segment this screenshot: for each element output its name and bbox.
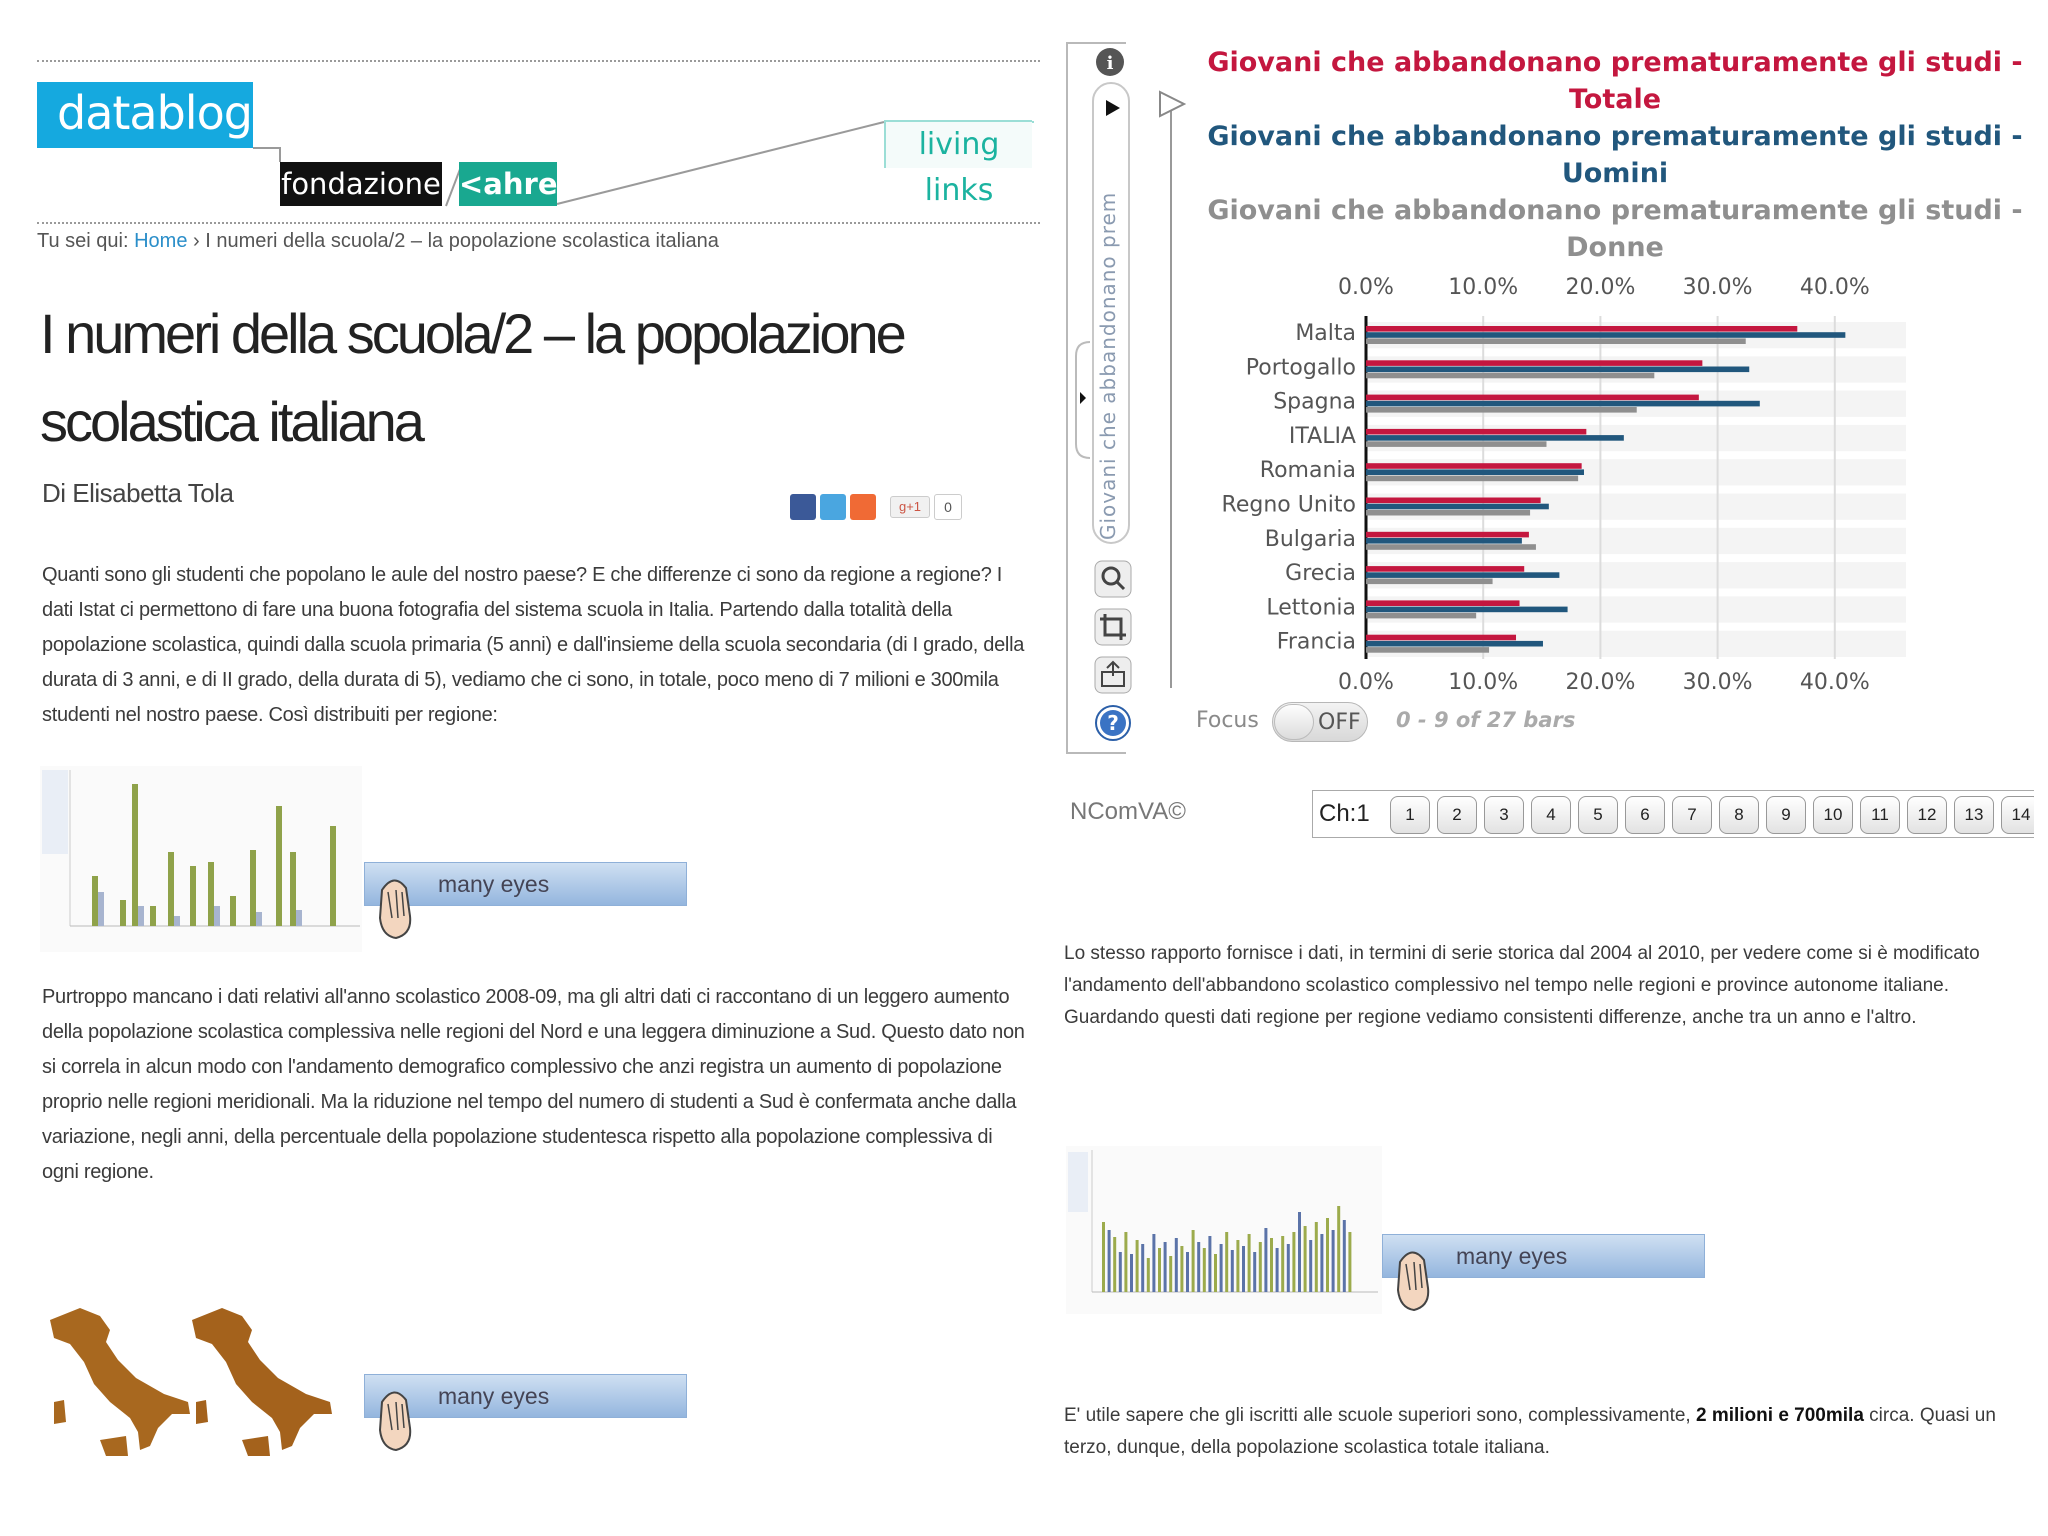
bars-range: 0 - 9 of 27 bars bbox=[1396, 708, 1576, 732]
x-tick-label-top: 20.0% bbox=[1565, 275, 1636, 300]
thumbnail-bar bbox=[1326, 1218, 1329, 1292]
channel-button-2[interactable]: 2 bbox=[1437, 796, 1477, 834]
facebook-icon[interactable] bbox=[790, 494, 816, 520]
focus-state: OFF bbox=[1318, 710, 1361, 735]
thumbnail-bar bbox=[1136, 1240, 1139, 1292]
hand-pointer-icon bbox=[1392, 1244, 1436, 1316]
bar-totale[interactable] bbox=[1366, 360, 1702, 366]
bar-uomini[interactable] bbox=[1366, 401, 1760, 407]
thumbnail-bar bbox=[1164, 1242, 1167, 1292]
thumbnail-bar bbox=[1130, 1254, 1133, 1292]
divider bbox=[37, 222, 1040, 224]
thumbnail-bar bbox=[1281, 1236, 1284, 1292]
bar-uomini[interactable] bbox=[1366, 572, 1559, 578]
bar-uomini[interactable] bbox=[1366, 641, 1543, 647]
category-label: Malta bbox=[1295, 321, 1356, 346]
category-label: Bulgaria bbox=[1264, 526, 1356, 552]
thumbnail-bar bbox=[1119, 1252, 1122, 1292]
bar-totale[interactable] bbox=[1366, 566, 1524, 572]
x-tick-label-top: 40.0% bbox=[1799, 275, 1870, 300]
thumbnail-bar bbox=[1320, 1234, 1323, 1292]
bar-totale[interactable] bbox=[1366, 326, 1797, 332]
thumbnail-bar bbox=[1236, 1240, 1239, 1292]
info-icon[interactable] bbox=[1094, 46, 1126, 78]
thumbnail-bar bbox=[1147, 1258, 1150, 1292]
channel-button-6[interactable]: 6 bbox=[1625, 796, 1665, 834]
bar-totale[interactable] bbox=[1366, 429, 1586, 435]
channel-button-9[interactable]: 9 bbox=[1766, 796, 1806, 834]
italy-map-thumbnail[interactable] bbox=[40, 1290, 362, 1476]
article-paragraph: Quanti sono gli studenti che popolano le aule del nostro paese? E che differenze ci sono da regione a regione? I dati Istat ci permettono di fare una buona fotografia del sistema scuola in Italia. Partendo dalla totalità della popolazione scolastica, quindi dalla scuola primaria (5 anni) e dall'insieme della scuola secondaria (di I grado, della durata di 3 anni, e di II grado, della durata di 5), vediamo che ci sono, in totale, poco meno di 7 milioni e 300mila studenti nel nostro paese. Così distribuiti per regione: bbox=[42, 564, 1025, 726]
bar-donne[interactable] bbox=[1366, 476, 1578, 482]
bar-totale[interactable] bbox=[1366, 498, 1541, 504]
channel-button-10[interactable]: 10 bbox=[1813, 796, 1853, 834]
ncomva-credit: NComVA© bbox=[1070, 798, 1186, 825]
category-label: Lettonia bbox=[1266, 595, 1356, 621]
thumbnail-bar bbox=[1220, 1244, 1223, 1292]
bar-donne[interactable] bbox=[1366, 647, 1489, 653]
category-label: Francia bbox=[1276, 629, 1356, 655]
thumbnail-bar bbox=[1214, 1254, 1217, 1292]
many-eyes-button[interactable]: many eyes bbox=[364, 1374, 687, 1418]
focus-toggle-knob[interactable] bbox=[1274, 704, 1314, 740]
bar-uomini[interactable] bbox=[1366, 332, 1845, 338]
channel-button-5[interactable]: 5 bbox=[1578, 796, 1618, 834]
paragraph-bold: 2 milioni e 700mila bbox=[1695, 1405, 1864, 1426]
thumbnail-bar bbox=[1248, 1234, 1251, 1292]
timeseries-chart-thumbnail[interactable] bbox=[1066, 1146, 1382, 1314]
x-tick-label-bottom: 30.0% bbox=[1682, 670, 1753, 695]
bar-uomini[interactable] bbox=[1366, 469, 1584, 475]
breadcrumb-current: I numeri della scuola/2 – la popolazione scolastica italiana bbox=[205, 230, 719, 252]
bar-chart[interactable] bbox=[1190, 268, 2030, 708]
author: Di Elisabetta Tola bbox=[42, 478, 234, 508]
hand-pointer-icon bbox=[374, 872, 418, 944]
bar-uomini[interactable] bbox=[1366, 538, 1522, 544]
chart-title-donne: Giovani che abbandonano prematuramente gli studi - Donne bbox=[1207, 195, 2023, 263]
range-slider-track[interactable] bbox=[1170, 104, 1172, 688]
thumbnail-bar bbox=[1175, 1238, 1178, 1292]
thumbnail-bar bbox=[1203, 1248, 1206, 1292]
breadcrumb-home-link[interactable]: Home bbox=[134, 230, 188, 252]
chart-title-total: Giovani che abbandonano prematuramente gli studi - Totale bbox=[1207, 47, 2023, 115]
share-count: 0 bbox=[934, 494, 962, 520]
many-eyes-button[interactable]: many eyes bbox=[1382, 1234, 1705, 1278]
article-paragraph bbox=[1064, 1400, 2024, 1464]
bar-uomini[interactable] bbox=[1366, 367, 1749, 373]
help-icon[interactable] bbox=[1094, 704, 1132, 742]
addthis-icon[interactable] bbox=[850, 494, 876, 520]
thumbnail-bar bbox=[1298, 1212, 1301, 1292]
channel-buttons bbox=[1386, 790, 2034, 838]
thumbnail-bar bbox=[1242, 1246, 1245, 1292]
living-links-logo[interactable]: living links bbox=[884, 120, 1032, 168]
thumbnail-bar bbox=[1225, 1232, 1228, 1292]
thumbnail-bar bbox=[1337, 1206, 1340, 1292]
bar-donne[interactable] bbox=[1366, 373, 1654, 379]
bar-totale[interactable] bbox=[1366, 600, 1520, 606]
thumbnail-bar bbox=[1113, 1237, 1116, 1292]
channel-button-7[interactable]: 7 bbox=[1672, 796, 1712, 834]
channel-button-12[interactable]: 12 bbox=[1907, 796, 1947, 834]
channel-button-11[interactable]: 11 bbox=[1860, 796, 1900, 834]
range-slider-handle[interactable] bbox=[1156, 90, 1186, 120]
thumbnail-bar bbox=[1180, 1246, 1183, 1292]
x-tick-label-top: 0.0% bbox=[1338, 275, 1394, 300]
x-tick-label-top: 30.0% bbox=[1682, 275, 1753, 300]
thumbnail-bar bbox=[1124, 1232, 1127, 1292]
thumbnail-bar bbox=[1192, 1230, 1195, 1292]
svg-text:?: ? bbox=[1107, 711, 1119, 735]
bar-donne[interactable] bbox=[1366, 613, 1476, 619]
category-label: Grecia bbox=[1285, 561, 1356, 587]
twitter-icon[interactable] bbox=[820, 494, 846, 520]
thumbnail-bar bbox=[1343, 1220, 1346, 1292]
ahref-logo[interactable]: <ahref bbox=[459, 162, 557, 206]
thumbnail-bar bbox=[1169, 1256, 1172, 1292]
x-tick-label-bottom: 0.0% bbox=[1338, 670, 1394, 695]
bar-donne[interactable] bbox=[1366, 579, 1493, 585]
collapse-handle[interactable] bbox=[1072, 340, 1092, 460]
zoom-icon[interactable] bbox=[1094, 560, 1132, 598]
x-tick-label-bottom: 20.0% bbox=[1565, 670, 1636, 695]
thumbnail-bar bbox=[1253, 1252, 1256, 1292]
crop-icon[interactable] bbox=[1094, 608, 1132, 646]
thumbnail-bar bbox=[1309, 1240, 1312, 1292]
x-tick-label-bottom: 40.0% bbox=[1799, 670, 1870, 695]
channel-button-14[interactable]: 14 bbox=[2001, 796, 2034, 834]
thumbnail-bar bbox=[1141, 1244, 1144, 1292]
channel-button-3[interactable]: 3 bbox=[1484, 796, 1524, 834]
thumbnail-bar bbox=[1315, 1222, 1318, 1292]
bar-totale[interactable] bbox=[1366, 395, 1699, 401]
datablog-logo[interactable]: datablog bbox=[37, 82, 253, 148]
bar-donne[interactable] bbox=[1366, 441, 1546, 447]
thumbnail-bar bbox=[1348, 1232, 1351, 1292]
bar-totale[interactable] bbox=[1366, 635, 1516, 641]
category-label: Spagna bbox=[1273, 389, 1356, 415]
page-title: I numeri della scuola/2 – la popolazione scolastica italiana bbox=[40, 302, 904, 453]
paragraph-text: E' utile sapere che gli iscritti alle scuole superiori sono, complessivamente, bbox=[1064, 1405, 1696, 1426]
x-tick-label-top: 10.0% bbox=[1448, 275, 1519, 300]
bar-donne[interactable] bbox=[1366, 510, 1530, 516]
breadcrumb-prefix: Tu sei qui: bbox=[37, 230, 129, 252]
focus-label: Focus bbox=[1196, 708, 1259, 733]
thumbnail-bar bbox=[1332, 1230, 1335, 1292]
thumbnail-bar bbox=[1259, 1242, 1262, 1292]
bar-uomini[interactable] bbox=[1366, 607, 1568, 613]
thumbnail-bar bbox=[1231, 1250, 1234, 1292]
hand-pointer-icon bbox=[374, 1384, 418, 1456]
bar-totale[interactable] bbox=[1366, 463, 1582, 469]
channel-button-13[interactable]: 13 bbox=[1954, 796, 1994, 834]
google-plus-button[interactable]: g+1 bbox=[890, 496, 930, 518]
thumbnail-bar bbox=[1208, 1236, 1211, 1292]
fondazione-logo[interactable]: fondazione bbox=[280, 162, 442, 206]
chart-title-uomini: Giovani che abbandonano prematuramente gli studi - Uomini bbox=[1207, 121, 2023, 189]
bar-uomini[interactable] bbox=[1366, 504, 1549, 510]
thumbnail-bar bbox=[1270, 1238, 1273, 1292]
share-buttons bbox=[790, 494, 962, 520]
thumbnail-bar bbox=[1186, 1252, 1189, 1292]
channel-button-8[interactable]: 8 bbox=[1719, 796, 1759, 834]
thumbnail-bar bbox=[1276, 1248, 1279, 1292]
x-tick-label-bottom: 10.0% bbox=[1448, 670, 1519, 695]
thumbnail-bar bbox=[1152, 1234, 1155, 1292]
bar-donne[interactable] bbox=[1366, 338, 1746, 344]
category-label: Regno Unito bbox=[1221, 492, 1356, 518]
thumbnail-bar bbox=[1287, 1244, 1290, 1292]
category-label: Romania bbox=[1259, 458, 1356, 484]
export-icon[interactable] bbox=[1094, 656, 1132, 694]
bar-donne[interactable] bbox=[1366, 407, 1637, 413]
series-selector-label: Giovani che abbandonano prem bbox=[1096, 191, 1120, 540]
bar-donne[interactable] bbox=[1366, 544, 1536, 550]
bar-uomini[interactable] bbox=[1366, 435, 1624, 441]
thumbnail-bar bbox=[1108, 1230, 1111, 1292]
thumbnail-bar bbox=[1292, 1232, 1295, 1292]
thumbnail-bar bbox=[1304, 1226, 1307, 1292]
svg-text:i: i bbox=[1106, 53, 1114, 74]
category-label: ITALIA bbox=[1288, 423, 1356, 449]
breadcrumb bbox=[37, 230, 719, 253]
thumbnail-bar bbox=[1197, 1242, 1200, 1292]
thumbnail-bar bbox=[1102, 1222, 1105, 1292]
channel-label: Ch:1 bbox=[1312, 790, 1386, 838]
category-label: Portogallo bbox=[1245, 355, 1356, 381]
chart-thumbnail[interactable] bbox=[40, 766, 362, 952]
article-paragraph: Lo stesso rapporto fornisce i dati, in termini di serie storica dal 2004 al 2010, per vedere come si è modificato l'andamento dell'abbandono scolastico complessivo nel tempo nelle regioni e province autonome italiane. Guardando questi dati regione per regione vediamo consistenti differenze, anche tra un anno e l'altro. bbox=[1064, 943, 1980, 1028]
channel-button-4[interactable]: 4 bbox=[1531, 796, 1571, 834]
channel-button-1[interactable]: 1 bbox=[1390, 796, 1430, 834]
paragraph-text: circa. Quasi un terzo, dunque, della popolazione scolastica totale italiana. bbox=[1064, 1405, 1996, 1458]
thumbnail-bar bbox=[1158, 1248, 1161, 1292]
article-paragraph: Purtroppo mancano i dati relativi all'anno scolastico 2008-09, ma gli altri dati ci raccontano di un leggero aumento della popolazione scolastica complessiva nelle regioni del Nord e una leggera diminuzione a Sud. Questo dato non si correla in alcun modo con l'andamento demografico complessivo che anzi registra un aumento di popolazione proprio nelle regioni meridionali. Ma la riduzione nel tempo del numero di studenti a Sud è confermata anche dalla variazione, negli anni, della percentuale della popolazione studentesca rispetto alla popolazione complessiva di ogni regione. bbox=[42, 986, 1025, 1183]
bar-totale[interactable] bbox=[1366, 532, 1529, 538]
thumbnail-bar bbox=[1264, 1228, 1267, 1292]
breadcrumb-separator: › bbox=[193, 230, 200, 252]
many-eyes-button[interactable]: many eyes bbox=[364, 862, 687, 906]
